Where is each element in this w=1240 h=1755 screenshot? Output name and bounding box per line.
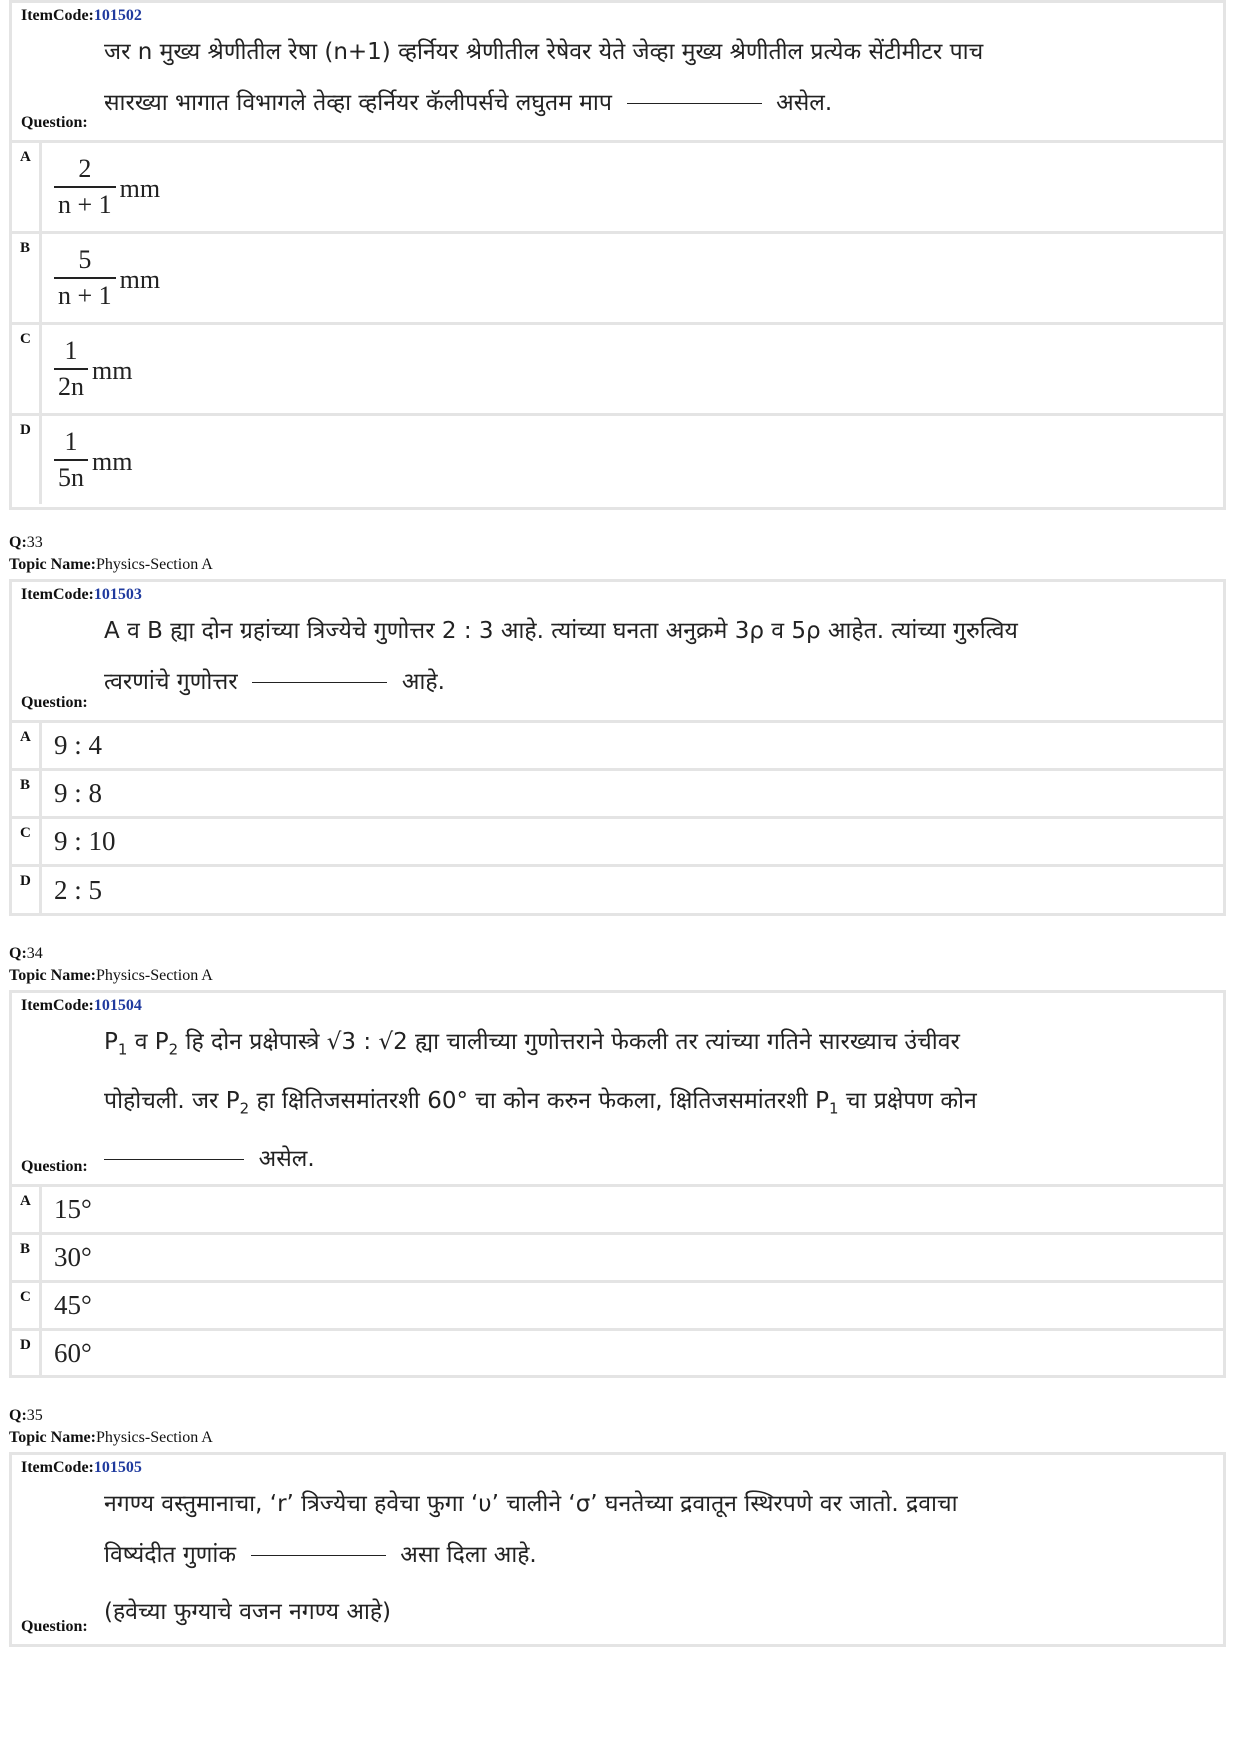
option-value: $\frac{1}{2n}$ mm [42, 325, 1223, 413]
question-line-3: असेल. [104, 1134, 1209, 1185]
question-33-block [9, 579, 1226, 916]
question-number: Q:35 [9, 1407, 43, 1424]
question-line-1: A व B ह्या दोन ग्रहांच्या त्रिज्येचे गुणोत्तर 2 : 3 आहे. त्यांच्या घनता अनुक्रमे 3ρ व 5ρ आहेत. त्यांच्या गुरुत्विय [104, 618, 1018, 644]
option-value: $\frac{2}{n + 1}$ mm [42, 143, 1223, 231]
item-code: ItemCode:101505 [21, 1459, 142, 1476]
option-label: B [12, 234, 42, 322]
question-label: Question: [21, 694, 88, 711]
item-code-number: 101503 [93, 586, 142, 603]
question-line-2: त्वरणांचे गुणोत्तर आहे. [104, 669, 445, 695]
option-label: D [12, 1331, 42, 1375]
option-value: 9 : 4 [54, 730, 103, 760]
question-text [104, 27, 1209, 129]
option-row-a[interactable] [12, 723, 1223, 771]
option-value: $\frac{5}{n + 1}$ mm [42, 234, 1223, 322]
option-row-a[interactable] [12, 1187, 1223, 1235]
option-value: 15° [54, 1194, 92, 1224]
question-line-3: (हवेच्या फुग्याचे वजन नगण्य आहे) [104, 1599, 392, 1625]
answer-blank [252, 682, 387, 683]
option-value: 45° [54, 1290, 92, 1320]
item-code-number: 101504 [93, 997, 142, 1014]
question-line-1: $P_1$ व $P_2$ हि दोन प्रक्षेपास्त्रे √3 : √2 ह्या चालीच्या गुणोत्तराने फेकली तर त्यांच्या गतिने सारख्याच उंचीवर [104, 1029, 960, 1059]
item-code-number: 101502 [93, 7, 142, 24]
question-text [104, 1479, 1209, 1638]
item-code: ItemCode:101502 [21, 7, 142, 24]
option-row-a[interactable] [12, 143, 1223, 234]
option-value: 9 : 10 [54, 826, 116, 856]
option-label: D [12, 867, 42, 913]
question-text [104, 1017, 1209, 1185]
option-label: D [12, 416, 42, 504]
question-cell [12, 3, 1223, 140]
option-row-b[interactable] [12, 1235, 1223, 1283]
fraction: $\frac{1}{2n}$ [54, 334, 88, 404]
question-34-block [9, 990, 1226, 1378]
question-line-1: जर n मुख्य श्रेणीतील रेषा (n+1) व्हर्नियर श्रेणीतील रेषेवर येते जेव्हा मुख्य श्रेणीतील प्रत्येक सेंटीमीटर पाच [104, 39, 984, 65]
question-line-2: पोहोचली. जर $P_2$ हा क्षितिजसमांतरशी 60° चा कोन करुन फेकला, क्षितिजसमांतरशी $P_1$ चा प्रक्षेपण कोन [104, 1087, 977, 1118]
topic-name: Topic Name:Physics-Section A [9, 1429, 213, 1446]
question-line-2: सारख्या भागात विभागले तेव्हा व्हर्नियर कॅलीपर्सचे लघुतम माप असेल. [104, 90, 833, 116]
question-row [12, 993, 1223, 1187]
item-code-number: 101505 [93, 1459, 142, 1476]
option-row-c[interactable] [12, 819, 1223, 867]
topic-name: Topic Name:Physics-Section A [9, 967, 213, 984]
question-label: Question: [21, 1618, 88, 1635]
option-row-b[interactable] [12, 234, 1223, 325]
option-label: B [12, 771, 42, 816]
option-value: 30° [54, 1242, 92, 1272]
option-value: $\frac{1}{5n}$ mm [42, 416, 1223, 504]
option-label: A [12, 143, 42, 231]
question-label: Question: [21, 114, 88, 131]
answer-blank [627, 103, 762, 104]
option-row-b[interactable] [12, 771, 1223, 819]
fraction: $\frac{5}{n + 1}$ [54, 243, 116, 313]
option-row-d[interactable] [12, 867, 1223, 913]
answer-blank [251, 1555, 386, 1556]
question-35-block [9, 1452, 1226, 1647]
option-row-c[interactable] [12, 325, 1223, 416]
option-label: B [12, 1235, 42, 1280]
question-line-2: विष्यंदीत गुणांक असा दिला आहे. [104, 1542, 537, 1568]
option-label: C [12, 819, 42, 864]
answer-blank [104, 1159, 244, 1160]
question-row [12, 1455, 1223, 1644]
question-line-1: नगण्य वस्तुमानाचा, ‘r’ त्रिज्येचा हवेचा फुगा ‘υ’ चालीने ‘σ’ घनतेच्या द्रवातून स्थिरपणे वर जातो. द्रवाचा [104, 1491, 958, 1517]
item-code: ItemCode:101503 [21, 586, 142, 603]
fraction: $\frac{2}{n + 1}$ [54, 152, 116, 222]
option-value: 9 : 8 [54, 778, 103, 808]
question-number: Q:34 [9, 945, 43, 962]
question-32-block [9, 0, 1226, 510]
fraction: $\frac{1}{5n}$ [54, 425, 88, 495]
option-label: C [12, 325, 42, 413]
option-label: A [12, 1187, 42, 1232]
option-row-c[interactable] [12, 1283, 1223, 1331]
question-row [12, 582, 1223, 723]
option-label: A [12, 723, 42, 768]
option-row-d[interactable] [12, 416, 1223, 504]
option-value: 2 : 5 [54, 874, 103, 905]
option-value: 60° [54, 1337, 92, 1368]
item-code: ItemCode:101504 [21, 997, 142, 1014]
question-text [104, 606, 1209, 708]
topic-name: Topic Name:Physics-Section A [9, 556, 213, 573]
question-label: Question: [21, 1158, 88, 1175]
question-row [12, 3, 1223, 143]
option-label: C [12, 1283, 42, 1328]
question-number: Q:33 [9, 534, 43, 551]
option-row-d[interactable] [12, 1331, 1223, 1375]
